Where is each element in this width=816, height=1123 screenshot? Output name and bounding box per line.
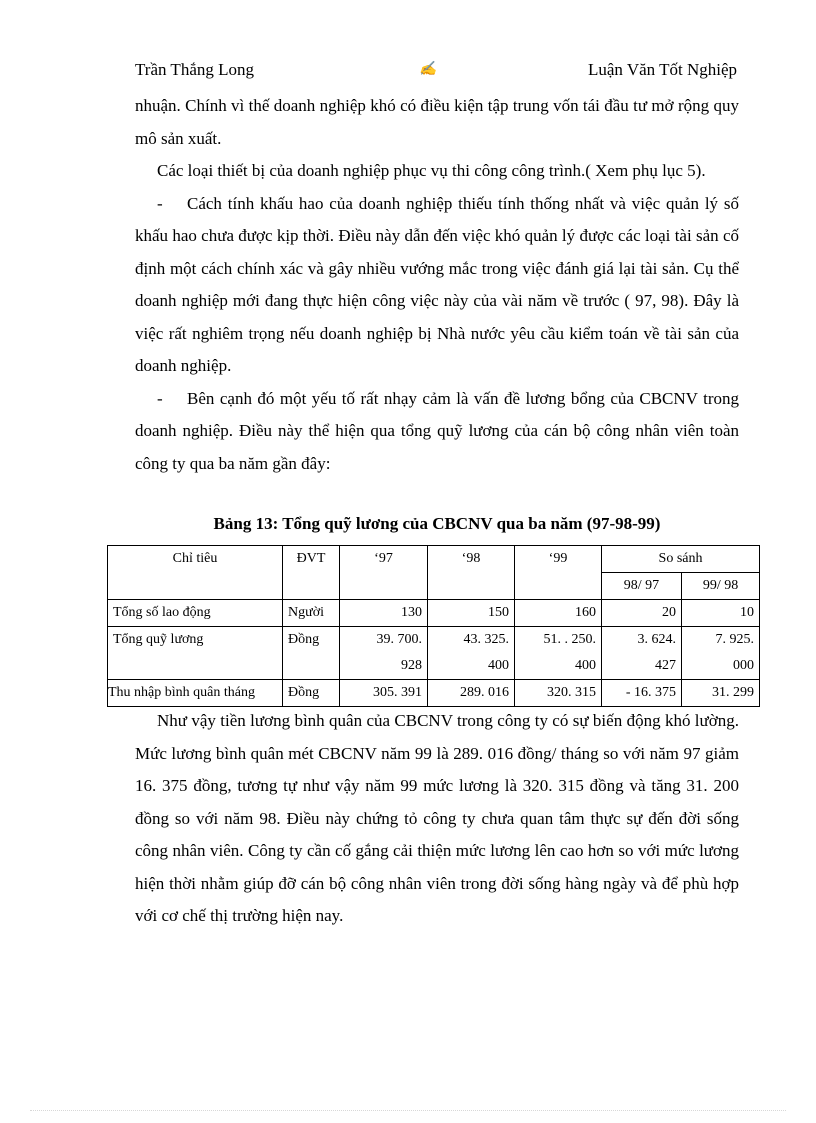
table-row — [108, 627, 760, 680]
header-year-99: ‘99 — [515, 546, 602, 600]
paragraph-salary — [135, 383, 739, 481]
header-year-98: ‘98 — [428, 546, 515, 600]
header-title: Luận Văn Tốt Nghiệp — [587, 60, 737, 79]
cell-value-line: 39. 700. — [376, 632, 422, 647]
header-indicator: Chỉ tiêu — [108, 546, 283, 600]
cell-value — [682, 627, 760, 680]
paragraph-continuation: nhuận. Chính vì thế doanh nghiệp khó có điều kiện tập trung vốn tái đầu tư mở rộng quy mô sản xuất. — [135, 96, 739, 148]
header-unit: ĐVT — [283, 546, 340, 600]
cell-value: 130 — [340, 600, 428, 627]
cell-value — [515, 627, 602, 680]
cell-value: 10 — [682, 600, 760, 627]
cell-value-line: 400 — [488, 658, 509, 673]
cell-value: - 16. 375 — [602, 680, 682, 707]
cell-value: 289. 016 — [428, 680, 515, 707]
header-compare-99-98: 99/ 98 — [682, 573, 760, 600]
paragraph-depreciation-text: Cách tính khấu hao của doanh nghiệp thiếu tính thống nhất và việc quản lý số khấu hao chưa được kịp thời. Điều này dẫn đến việc khó quản lý được các loại tài sản cố định một cách chính xác và gây nhiều vướng mắc trong việc đánh giá lại tài sản. Cụ thể doanh nghiệp mới đang thực hiện công việc này của vài năm về trước ( 97, 98). Đây là việc rất nghiêm trọng nếu doanh nghiệp bị Nhà nước yêu cầu kiểm toán về tài sản của doanh nghiệp. — [135, 193, 739, 375]
cell-unit: Người — [283, 600, 340, 627]
paragraph-depreciation — [135, 188, 739, 383]
table-header-row — [108, 546, 760, 573]
body-text-after-table — [135, 705, 739, 933]
header-compare-98-97: 98/ 97 — [602, 573, 682, 600]
cell-value: 31. 299 — [682, 680, 760, 707]
cell-value-line: 51. . 250. — [543, 632, 596, 647]
cell-value-line: 928 — [401, 658, 422, 673]
header-pen-icon: ✍ — [419, 62, 437, 77]
cell-value: 320. 315 — [515, 680, 602, 707]
cell-value — [602, 627, 682, 680]
cell-value-line: 000 — [733, 658, 755, 673]
header-author: Trần Thắng Long — [135, 60, 254, 79]
body-text-before-table — [135, 90, 739, 480]
table-caption: Bảng 13: Tổng quỹ lương của CBCNV qua ba năm (97-98-99) — [213, 514, 661, 533]
cell-unit: Đồng — [283, 627, 340, 680]
cell-value-line: 7. 925. — [715, 632, 755, 647]
paragraph-salary-text: Bên cạnh đó một yếu tố rất nhạy cảm là vấn đề lương bổng của CBCNV trong doanh nghiệp. Điều này thể hiện qua tổng quỹ lương của cán bộ công nhân viên toàn công ty qua ba năm gần đây: — [135, 388, 739, 473]
page-bottom-divider — [30, 1110, 786, 1111]
cell-value-line: 43. 325. — [463, 632, 509, 647]
cell-value-line: 3. 624. — [637, 632, 676, 647]
cell-value: 160 — [515, 600, 602, 627]
salary-table — [107, 545, 760, 707]
cell-value — [340, 627, 428, 680]
cell-value — [428, 627, 515, 680]
paragraph-equipment: Các loại thiết bị của doanh nghiệp phục vụ thi công công trình.( Xem phụ lục 5). — [157, 161, 706, 180]
table-row — [108, 680, 760, 707]
header-compare: So sánh — [602, 546, 760, 573]
bullet-dash: - — [157, 193, 163, 213]
table-row — [108, 600, 760, 627]
page-header — [135, 58, 737, 82]
cell-value: 150 — [428, 600, 515, 627]
header-year-97: ‘97 — [340, 546, 428, 600]
cell-value-line: 427 — [655, 658, 676, 673]
paragraph-conclusion: Như vậy tiền lương bình quân của CBCNV trong công ty có sự biến động khó lường. Mức lương bình quân mét CBCNV năm 99 là 289. 016 đồng/ tháng so với năm 97 giảm 16. 375 đồng, tương tự như vậy năm 99 mức lương là 320. 315 đồng và tăng 31. 200 đồng so với năm 98. Điều này chứng tỏ công ty chưa quan tâm thực sự đến đời sống công nhân viên. Công ty cần cố gắng cải thiện mức lương lên cao hơn so với mức lương hiện thời nhằm giúp đỡ cán bộ công nhân viên trong đời sống hàng ngày và để phù hợp với cơ chế thị trường hiện nay. — [135, 711, 739, 925]
cell-value: 305. 391 — [340, 680, 428, 707]
cell-indicator: Thu nhập bình quân tháng — [108, 680, 283, 707]
cell-indicator: Tổng số lao động — [108, 600, 283, 627]
cell-value-line: 400 — [575, 658, 596, 673]
cell-unit: Đồng — [283, 680, 340, 707]
bullet-dash: - — [157, 388, 163, 408]
cell-indicator: Tổng quỹ lương — [108, 627, 283, 680]
cell-value: 20 — [602, 600, 682, 627]
